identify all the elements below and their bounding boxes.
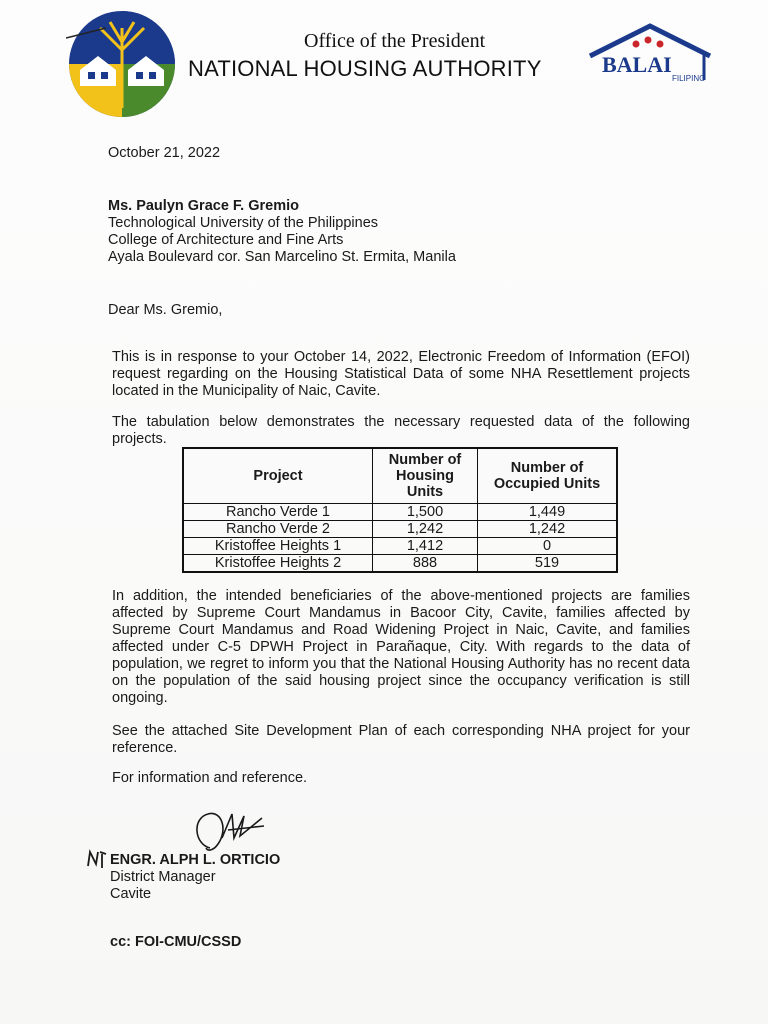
table-header: Number of Housing Units [373, 448, 478, 504]
table-header: Project [183, 448, 373, 504]
recipient-address [108, 198, 456, 266]
cc-line: cc: FOI-CMU/CSSD [110, 934, 242, 950]
table-row [183, 521, 617, 538]
table-cell: 0 [478, 538, 618, 555]
letter-date: October 21, 2022 [108, 145, 221, 161]
balai-subtext: FILIPINO [672, 74, 706, 83]
balai-wordmark: BALAI [602, 52, 672, 77]
table-row [183, 555, 617, 573]
table-cell: 1,500 [373, 504, 478, 521]
table-row [183, 538, 617, 555]
table-header: Number of Occupied Units [478, 448, 618, 504]
table-cell: 1,242 [478, 521, 618, 538]
recipient-name: Ms. Paulyn Grace F. Gremio [108, 198, 299, 214]
table-cell: 1,449 [478, 504, 618, 521]
table-cell: 1,242 [373, 521, 478, 538]
table-cell: 1,412 [373, 538, 478, 555]
agency-title: NATIONAL HOUSING AUTHORITY [188, 56, 542, 81]
table-header-row [183, 448, 617, 504]
table-cell: Kristoffee Heights 2 [183, 555, 373, 573]
paragraph: The tabulation below demonstrates the necessary requested data of the following projects. [112, 414, 690, 447]
paragraph: This is in response to your October 14, 2022, Electronic Freedom of Information (EFOI) request regarding on the Housing Statistical Data of some NHA Resettlement projects located in the Municipality of Naic, Cavite. [112, 349, 690, 399]
recipient-line: Technological University of the Philippines [108, 215, 379, 231]
signatory-block [110, 852, 280, 903]
paragraph: For information and reference. [112, 770, 308, 786]
salutation: Dear Ms. Gremio, [108, 302, 223, 318]
initials-mark [84, 846, 110, 872]
recipient-line: Ayala Boulevard cor. San Marcelino St. Ermita, Manila [108, 249, 456, 265]
recipient-line: College of Architecture and Fine Arts [108, 232, 344, 248]
signatory-name: ENGR. ALPH L. ORTICIO [110, 852, 281, 868]
table-cell: Rancho Verde 2 [183, 521, 373, 538]
table-cell: 519 [478, 555, 618, 573]
signatory-title: District Manager [110, 869, 216, 885]
table-cell: Kristoffee Heights 1 [183, 538, 373, 555]
table-cell: Rancho Verde 1 [183, 504, 373, 521]
table-cell: 888 [373, 555, 478, 573]
paragraph: In addition, the intended beneficiaries of the above-mentioned projects are families affected by Supreme Court Mandamus in Bacoor City, Cavite, families affected by Supreme Court Mandamus and Road Widening Project in Naic, Cavite, and families affected under C-5 DPWH Project in Parañaque, City. With regards to the data of population, we regret to inform you that the National Housing Authority has no recent data on the population of the said housing project since the occupancy verification is still ongoing. [112, 588, 690, 706]
paragraph: See the attached Site Development Plan of each corresponding NHA project for your reference. [112, 723, 690, 756]
nha-logo [66, 8, 178, 120]
housing-data-table [182, 447, 618, 573]
office-title: Office of the President [304, 30, 486, 52]
table-row [183, 504, 617, 521]
signatory-location: Cavite [110, 886, 152, 902]
